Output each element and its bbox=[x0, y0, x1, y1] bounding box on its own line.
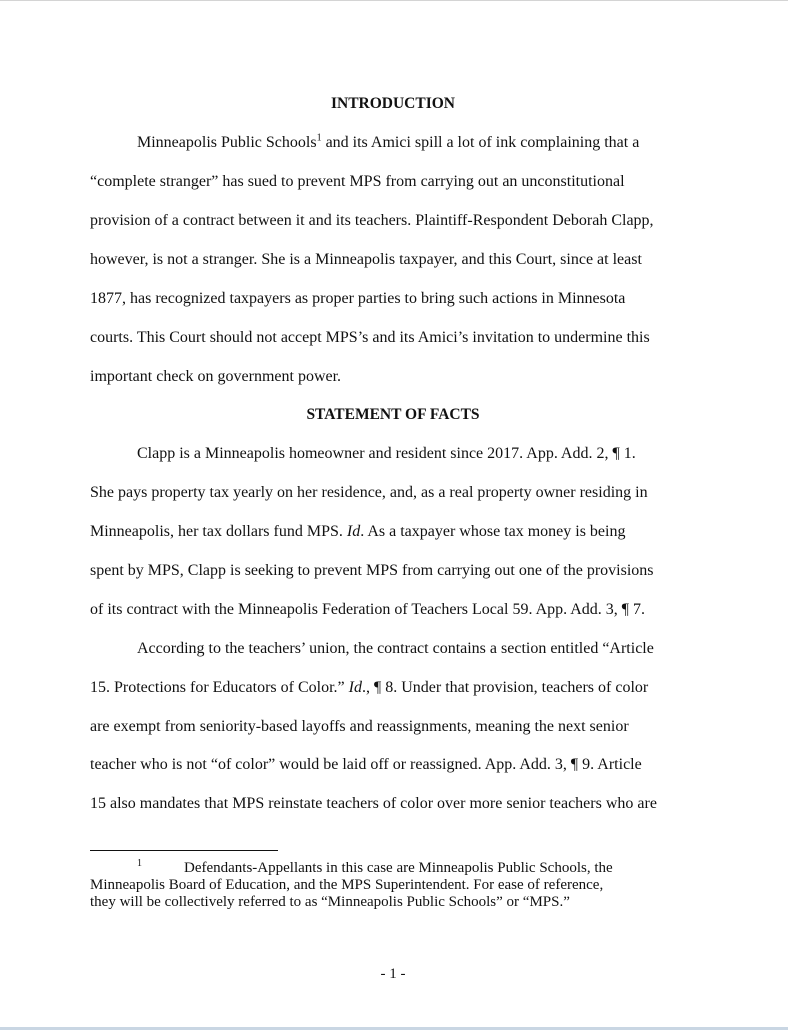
footnote-line-2: Minneapolis Board of Education, and the MPS Superintendent. For ease of reference, bbox=[90, 877, 604, 893]
citation-id: Id bbox=[348, 679, 362, 696]
intro-line-1 bbox=[137, 133, 639, 153]
intro-line-7: important check on government power. bbox=[90, 368, 342, 385]
facts-line-5: of its contract with the Minneapolis Federation of Teachers Local 59. App. Add. 3, ¶ 7. bbox=[90, 601, 646, 618]
intro-line-5: 1877, has recognized taxpayers as proper parties to bring such actions in Minnesota bbox=[90, 290, 626, 307]
facts-line-9: teacher who is not “of color” would be laid off or reassigned. App. Add. 3, ¶ 9. Article bbox=[90, 756, 642, 773]
text-segment: . As a taxpayer whose tax money is being bbox=[360, 523, 626, 540]
intro-line-3: provision of a contract between it and its teachers. Plaintiff-Respondent Deborah Clapp, bbox=[90, 212, 654, 229]
intro-line-6: courts. This Court should not accept MPS’s and its Amici’s invitation to undermine this bbox=[90, 329, 650, 346]
facts-line-4: spent by MPS, Clapp is seeking to prevent MPS from carrying out one of the provisions bbox=[90, 562, 654, 579]
footnote-separator bbox=[90, 850, 278, 851]
facts-line-2: She pays property tax yearly on her residence, and, as a real property owner residing in bbox=[90, 484, 648, 501]
heading-statement-of-facts: STATEMENT OF FACTS bbox=[306, 406, 480, 423]
text-segment: ., ¶ 8. Under that provision, teachers of color bbox=[361, 679, 649, 696]
page-number: - 1 - bbox=[380, 966, 406, 982]
page-top-border bbox=[0, 0, 788, 1]
facts-line-3 bbox=[90, 522, 625, 542]
intro-line-2: “complete stranger” has sued to prevent MPS from carrying out an unconstitutional bbox=[90, 173, 625, 190]
facts-line-6: According to the teachers’ union, the contract contains a section entitled “Article bbox=[137, 640, 654, 657]
citation-id: Id bbox=[346, 523, 361, 540]
footnote-number: 1 bbox=[137, 858, 142, 869]
footnote-reference[interactable]: 1 bbox=[316, 132, 322, 144]
facts-line-10: 15 also mandates that MPS reinstate teachers of color over more senior teachers who are bbox=[90, 795, 657, 812]
footnote-line-3: they will be collectively referred to as “Minneapolis Public Schools” or “MPS.” bbox=[90, 894, 570, 910]
facts-line-8: are exempt from seniority-based layoffs and reassignments, meaning the next senior bbox=[90, 718, 629, 735]
text-segment: 15. Protections for Educators of Color.” bbox=[90, 679, 349, 696]
facts-line-1: Clapp is a Minneapolis homeowner and resident since 2017. App. Add. 2, ¶ 1. bbox=[137, 445, 636, 462]
heading-introduction: INTRODUCTION bbox=[330, 95, 455, 112]
facts-line-7 bbox=[90, 678, 648, 698]
text-segment: Minneapolis, her tax dollars fund MPS. bbox=[90, 523, 347, 540]
intro-line-4: however, is not a stranger. She is a Minneapolis taxpayer, and this Court, since at least bbox=[90, 251, 642, 268]
text-segment: and its Amici spill a lot of ink complaining that a bbox=[321, 134, 640, 151]
footnote-line-1: Defendants-Appellants in this case are Minneapolis Public Schools, the bbox=[184, 860, 613, 876]
text-segment: Minneapolis Public Schools bbox=[137, 134, 317, 151]
